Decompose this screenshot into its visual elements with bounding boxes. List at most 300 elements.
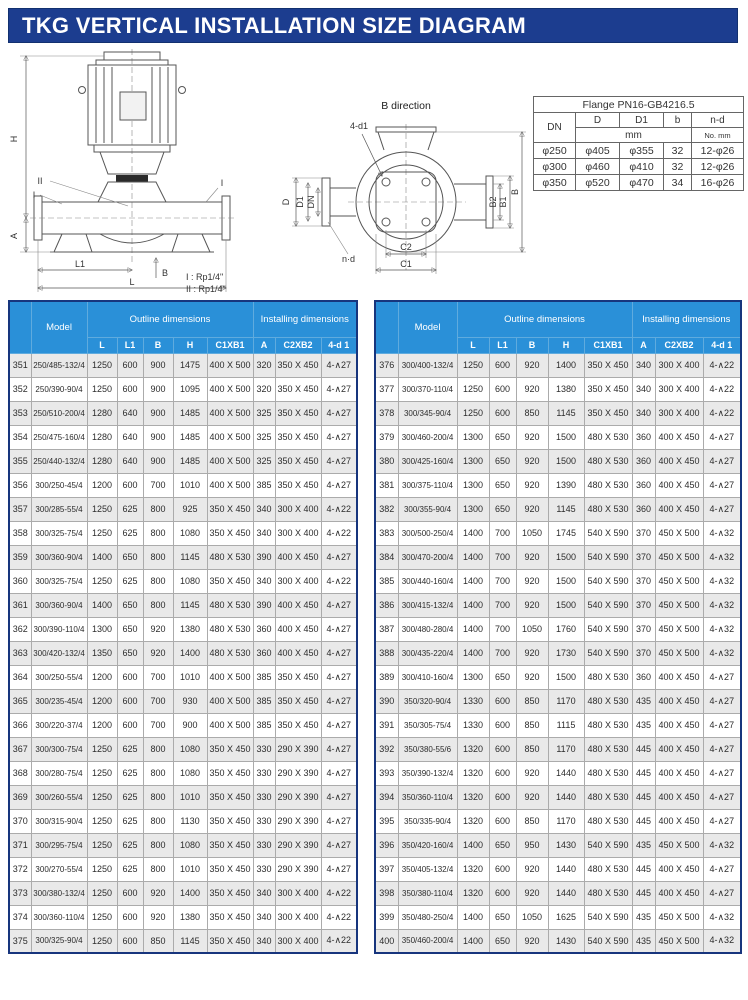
table-row	[9, 545, 357, 569]
table-row	[534, 175, 744, 191]
port-note-2: II : Rp1/4"	[186, 284, 226, 294]
table-cell: 1250	[87, 497, 117, 521]
table-cell: 925	[173, 497, 207, 521]
table-cell: 800	[143, 737, 173, 761]
port-label-1-right: I	[220, 178, 224, 188]
table-cell: 540 X 590	[584, 929, 632, 953]
table-cell: 850	[516, 689, 548, 713]
table-cell: 4-∧27	[321, 689, 357, 713]
table-cell: 400 X 450	[655, 713, 703, 737]
table-cell: 300/420-132/4	[31, 641, 87, 665]
flange-unit-no: No. mm	[692, 128, 744, 143]
table-cell: 920	[516, 425, 548, 449]
table-cell: 400 X 450	[275, 545, 321, 569]
table-cell: 920	[516, 881, 548, 905]
table-cell: 1380	[173, 617, 207, 641]
table-cell: 4-∧27	[321, 617, 357, 641]
table-cell: 600	[117, 665, 143, 689]
table-cell: 373	[9, 881, 31, 905]
col-header-C1XB1: C1XB1	[207, 337, 253, 353]
table-cell: 600	[117, 689, 143, 713]
table-cell: 385	[253, 689, 275, 713]
table-cell: 625	[117, 497, 143, 521]
table-cell: 400 X 500	[207, 449, 253, 473]
table-cell: 1200	[87, 473, 117, 497]
table-cell: 350 X 450	[275, 449, 321, 473]
table-cell: 350 X 450	[275, 401, 321, 425]
col-header-H: H	[173, 337, 207, 353]
b-direction-title: B direction	[381, 100, 431, 112]
table-cell: 650	[489, 833, 516, 857]
port-note-1: I : Rp1/4"	[186, 272, 224, 282]
table-cell: 800	[143, 593, 173, 617]
table-cell: 900	[143, 353, 173, 377]
table-row	[375, 713, 741, 737]
table-cell: 353	[9, 401, 31, 425]
table-cell: 920	[516, 569, 548, 593]
table-cell: 1130	[173, 809, 207, 833]
table-cell: 480 X 530	[584, 809, 632, 833]
table-cell: 445	[632, 881, 655, 905]
table-cell: 480 X 530	[584, 425, 632, 449]
table-cell: 356	[9, 473, 31, 497]
table-cell: 850	[516, 809, 548, 833]
table-cell: 800	[143, 857, 173, 881]
table-cell: 325	[253, 401, 275, 425]
table-cell: 4-∧32	[703, 521, 741, 545]
table-cell: 32	[664, 159, 692, 175]
table-cell: 450 X 500	[655, 833, 703, 857]
table-cell: 4-∧27	[321, 857, 357, 881]
col-header-A: A	[253, 337, 275, 353]
table-cell: 385	[253, 713, 275, 737]
flange-col-d1: D1	[620, 113, 664, 128]
table-cell: 4-∧22	[703, 353, 741, 377]
table-row	[375, 593, 741, 617]
table-cell: 600	[489, 737, 516, 761]
table-cell: 600	[117, 473, 143, 497]
table-cell: 396	[375, 833, 398, 857]
table-cell: 400 X 450	[655, 761, 703, 785]
table-cell: 4-∧32	[703, 617, 741, 641]
col-header-H: H	[548, 337, 584, 353]
row-number-header	[375, 301, 398, 353]
table-cell: 395	[375, 809, 398, 833]
table-cell: 360	[632, 665, 655, 689]
table-cell: φ350	[534, 175, 576, 191]
table-cell: 300/300-75/4	[31, 737, 87, 761]
table-cell: 600	[117, 881, 143, 905]
table-cell: 445	[632, 857, 655, 881]
table-cell: 4-∧27	[703, 689, 741, 713]
table-cell: 300/280-75/4	[31, 761, 87, 785]
table-cell: 350 X 450	[207, 857, 253, 881]
table-cell: 400 X 500	[207, 473, 253, 497]
table-cell: 1250	[87, 881, 117, 905]
table-cell: 370	[632, 521, 655, 545]
table-cell: 950	[516, 833, 548, 857]
table-cell: 390	[253, 593, 275, 617]
table-cell: 290 X 390	[275, 833, 321, 857]
table-cell: 300/410-160/4	[398, 665, 457, 689]
table-row	[375, 401, 741, 425]
table-cell: 480 X 530	[584, 689, 632, 713]
table-cell: 363	[9, 641, 31, 665]
pump-b-direction-diagram	[258, 96, 532, 294]
table-cell: 1380	[173, 905, 207, 929]
table-cell: 4-∧27	[703, 497, 741, 521]
table-cell: 4-∧22	[321, 497, 357, 521]
table-cell: 625	[117, 737, 143, 761]
table-cell: 4-∧27	[703, 737, 741, 761]
outline-dimensions-header: Outline dimensions	[87, 301, 253, 337]
table-cell: 4-∧32	[703, 593, 741, 617]
flange-col-dn: DN	[534, 113, 576, 143]
table-row	[9, 881, 357, 905]
table-cell: 300/345-90/4	[398, 401, 457, 425]
table-cell: 1280	[87, 401, 117, 425]
table-cell: 1010	[173, 857, 207, 881]
table-cell: 378	[375, 401, 398, 425]
table-cell: 350 X 450	[275, 353, 321, 377]
table-cell: 1170	[548, 737, 584, 761]
table-cell: 1250	[87, 929, 117, 953]
table-cell: 1095	[173, 377, 207, 401]
table-cell: 850	[516, 401, 548, 425]
pump-front-view-diagram	[6, 46, 260, 298]
table-cell: 360	[253, 641, 275, 665]
table-cell: 1200	[87, 713, 117, 737]
table-row	[9, 857, 357, 881]
table-cell: 350/335-90/4	[398, 809, 457, 833]
table-cell: 1280	[87, 425, 117, 449]
pump-outline	[30, 49, 234, 262]
table-cell: 400 X 450	[655, 689, 703, 713]
table-cell: 1250	[87, 521, 117, 545]
table-cell: 650	[117, 617, 143, 641]
table-cell: 4-∧27	[321, 761, 357, 785]
table-cell: φ300	[534, 159, 576, 175]
table-cell: 300/415-132/4	[398, 593, 457, 617]
table-cell: 800	[143, 833, 173, 857]
table-cell: 300/325-75/4	[31, 521, 87, 545]
table-row	[375, 449, 741, 473]
table-cell: 4-∧22	[321, 569, 357, 593]
table-cell: 320	[253, 377, 275, 401]
table-cell: 1400	[173, 641, 207, 665]
table-cell: 1170	[548, 689, 584, 713]
table-cell: 300/460-200/4	[398, 425, 457, 449]
flange-table-title: Flange PN16-GB4216.5	[534, 97, 744, 113]
table-cell: 4-∧27	[321, 833, 357, 857]
table-cell: 4-∧32	[703, 569, 741, 593]
outline-dimensions-header: Outline dimensions	[457, 301, 632, 337]
table-cell: 480 X 530	[584, 761, 632, 785]
table-cell: 4-∧27	[703, 713, 741, 737]
table-cell: 850	[516, 737, 548, 761]
table-cell: 625	[117, 761, 143, 785]
title-bar	[8, 8, 738, 43]
table-cell: 320	[253, 353, 275, 377]
table-cell: 1330	[457, 689, 489, 713]
table-cell: 4-∧22	[321, 521, 357, 545]
table-cell: 1320	[457, 785, 489, 809]
table-cell: 1320	[457, 737, 489, 761]
table-cell: 350/460-200/4	[398, 929, 457, 953]
table-cell: 358	[9, 521, 31, 545]
col-header-B: B	[143, 337, 173, 353]
table-cell: 650	[489, 905, 516, 929]
table-cell: 350/320-90/4	[398, 689, 457, 713]
table-cell: 300 X 400	[275, 569, 321, 593]
table-cell: 340	[253, 929, 275, 953]
table-cell: 371	[9, 833, 31, 857]
table-cell: 385	[253, 473, 275, 497]
table-row	[375, 617, 741, 641]
table-cell: 300/235-45/4	[31, 689, 87, 713]
table-cell: 1050	[516, 905, 548, 929]
table-cell: 400 X 450	[275, 593, 321, 617]
table-cell: 369	[9, 785, 31, 809]
table-cell: 1380	[548, 377, 584, 401]
col-header-4d1: 4-d 1	[321, 337, 357, 353]
table-cell: 600	[117, 713, 143, 737]
table-cell: 1625	[548, 905, 584, 929]
table-cell: 4-∧27	[321, 785, 357, 809]
table-cell: 368	[9, 761, 31, 785]
table-cell: 370	[632, 593, 655, 617]
table-cell: 290 X 390	[275, 761, 321, 785]
table-cell: 4-∧27	[703, 449, 741, 473]
table-cell: 650	[489, 425, 516, 449]
table-cell: 920	[516, 761, 548, 785]
table-cell: 920	[516, 641, 548, 665]
table-cell: 700	[489, 569, 516, 593]
dim-label-c2: C2	[400, 242, 412, 252]
table-cell: 375	[9, 929, 31, 953]
table-cell: 1250	[87, 569, 117, 593]
table-cell: 1010	[173, 665, 207, 689]
table-cell: 4-∧27	[321, 377, 357, 401]
table-cell: 700	[143, 665, 173, 689]
table-cell: 1320	[457, 881, 489, 905]
table-cell: 350/420-160/4	[398, 833, 457, 857]
table-row	[375, 545, 741, 569]
table-row	[534, 159, 744, 175]
table-cell: 4-∧27	[703, 881, 741, 905]
table-cell: 920	[143, 881, 173, 905]
table-cell: 300/400-132/4	[398, 353, 457, 377]
table-cell: 300 X 400	[655, 353, 703, 377]
table-cell: 300/435-220/4	[398, 641, 457, 665]
table-cell: 350 X 450	[207, 497, 253, 521]
table-cell: 1250	[87, 737, 117, 761]
spec-table-left	[8, 300, 358, 954]
table-cell: 1250	[87, 833, 117, 857]
table-cell: 920	[516, 545, 548, 569]
dim-label-l1: L1	[74, 259, 86, 269]
table-row	[9, 377, 357, 401]
table-cell: 1010	[173, 785, 207, 809]
table-cell: 350/360-110/4	[398, 785, 457, 809]
table-cell: 800	[143, 497, 173, 521]
table-cell: 350 X 450	[207, 737, 253, 761]
table-cell: 700	[489, 593, 516, 617]
table-cell: 445	[632, 761, 655, 785]
page-title: TKG VERTICAL INSTALLATION SIZE DIAGRAM	[22, 13, 526, 38]
table-cell: 364	[9, 665, 31, 689]
table-cell: 4-∧27	[321, 401, 357, 425]
table-cell: 350/305-75/4	[398, 713, 457, 737]
table-cell: 290 X 390	[275, 737, 321, 761]
table-cell: 1250	[457, 353, 489, 377]
table-cell: 600	[489, 857, 516, 881]
table-cell: 540 X 590	[584, 593, 632, 617]
table-cell: 600	[117, 377, 143, 401]
flange-col-b: b	[664, 113, 692, 128]
table-cell: 16-φ26	[692, 175, 744, 191]
table-cell: 600	[489, 785, 516, 809]
table-cell: 350 X 450	[207, 905, 253, 929]
table-row	[9, 689, 357, 713]
table-cell: 800	[143, 545, 173, 569]
table-cell: 360	[632, 473, 655, 497]
table-cell: 480 X 530	[584, 785, 632, 809]
table-cell: 300 X 400	[275, 881, 321, 905]
table-cell: 435	[632, 929, 655, 953]
table-cell: 600	[117, 353, 143, 377]
table-cell: 650	[489, 473, 516, 497]
table-cell: 650	[489, 665, 516, 689]
col-header-C1XB1: C1XB1	[584, 337, 632, 353]
table-cell: 290 X 390	[275, 785, 321, 809]
table-cell: 920	[516, 377, 548, 401]
table-cell: 366	[9, 713, 31, 737]
table-cell: 920	[143, 905, 173, 929]
table-cell: 300 X 400	[275, 521, 321, 545]
model-header: Model	[398, 301, 457, 353]
table-cell: 300/250-55/4	[31, 665, 87, 689]
table-cell: 350 X 450	[207, 785, 253, 809]
table-cell: 1250	[457, 401, 489, 425]
table-cell: 4-∧32	[703, 833, 741, 857]
table-cell: 350/480-250/4	[398, 905, 457, 929]
table-cell: 600	[489, 689, 516, 713]
table-cell: 300 X 400	[655, 377, 703, 401]
table-cell: 1320	[457, 761, 489, 785]
table-cell: 540 X 590	[584, 905, 632, 929]
table-cell: 480 X 530	[584, 881, 632, 905]
table-row	[9, 809, 357, 833]
table-cell: 1500	[548, 425, 584, 449]
table-cell: 350 X 450	[275, 689, 321, 713]
table-cell: 1145	[173, 593, 207, 617]
table-cell: 4-∧32	[703, 641, 741, 665]
table-cell: 379	[375, 425, 398, 449]
table-row	[9, 905, 357, 929]
table-cell: 1440	[548, 881, 584, 905]
table-cell: 1320	[457, 857, 489, 881]
table-cell: 1145	[173, 929, 207, 953]
spec-table-right-body	[375, 353, 741, 953]
table-cell: 480 X 530	[207, 641, 253, 665]
table-cell: 359	[9, 545, 31, 569]
table-cell: 361	[9, 593, 31, 617]
table-row	[9, 785, 357, 809]
table-cell: 4-∧27	[703, 809, 741, 833]
table-cell: 350 X 450	[275, 425, 321, 449]
table-cell: 1300	[457, 473, 489, 497]
table-row	[9, 665, 357, 689]
table-cell: 381	[375, 473, 398, 497]
table-cell: 377	[375, 377, 398, 401]
table-row	[375, 641, 741, 665]
table-cell: 330	[253, 785, 275, 809]
table-cell: 300 X 400	[655, 401, 703, 425]
col-header-A: A	[632, 337, 655, 353]
table-cell: 4-∧27	[321, 545, 357, 569]
col-header-B: B	[516, 337, 548, 353]
table-cell: 387	[375, 617, 398, 641]
table-cell: 4-∧27	[321, 665, 357, 689]
table-cell: 700	[489, 521, 516, 545]
table-cell: 300/315-90/4	[31, 809, 87, 833]
table-cell: 300/480-280/4	[398, 617, 457, 641]
table-cell: 4-∧27	[321, 737, 357, 761]
table-cell: 350 X 450	[207, 809, 253, 833]
table-cell: 4-∧27	[703, 425, 741, 449]
table-cell: 1050	[516, 617, 548, 641]
table-cell: 400 X 450	[655, 737, 703, 761]
table-cell: φ460	[576, 159, 620, 175]
table-cell: 400 X 450	[655, 449, 703, 473]
table-cell: 920	[516, 929, 548, 953]
table-cell: 362	[9, 617, 31, 641]
dim-label-d: D	[281, 198, 291, 206]
table-cell: 370	[632, 641, 655, 665]
table-cell: 350 X 450	[584, 353, 632, 377]
port-label-1-left: I	[32, 190, 36, 200]
table-cell: 1080	[173, 833, 207, 857]
table-row	[9, 425, 357, 449]
table-cell: 4-∧27	[321, 353, 357, 377]
table-cell: 1280	[87, 449, 117, 473]
table-cell: 4-∧27	[703, 761, 741, 785]
table-cell: 435	[632, 713, 655, 737]
table-cell: 300/375-110/4	[398, 473, 457, 497]
table-cell: 354	[9, 425, 31, 449]
table-row	[375, 785, 741, 809]
table-row	[534, 143, 744, 159]
table-cell: 400 X 450	[655, 473, 703, 497]
table-cell: 1400	[87, 545, 117, 569]
table-cell: 400	[375, 929, 398, 953]
table-cell: 600	[489, 809, 516, 833]
table-cell: 800	[143, 785, 173, 809]
table-cell: 600	[489, 401, 516, 425]
table-cell: 300/380-132/4	[31, 881, 87, 905]
table-cell: 350/380-55/6	[398, 737, 457, 761]
table-cell: 450 X 500	[655, 569, 703, 593]
table-cell: 360	[9, 569, 31, 593]
table-row	[375, 521, 741, 545]
table-row	[375, 929, 741, 953]
table-cell: 357	[9, 497, 31, 521]
table-cell: 1200	[87, 665, 117, 689]
table-cell: 350/405-132/4	[398, 857, 457, 881]
table-cell: 290 X 390	[275, 857, 321, 881]
table-cell: 1200	[87, 689, 117, 713]
